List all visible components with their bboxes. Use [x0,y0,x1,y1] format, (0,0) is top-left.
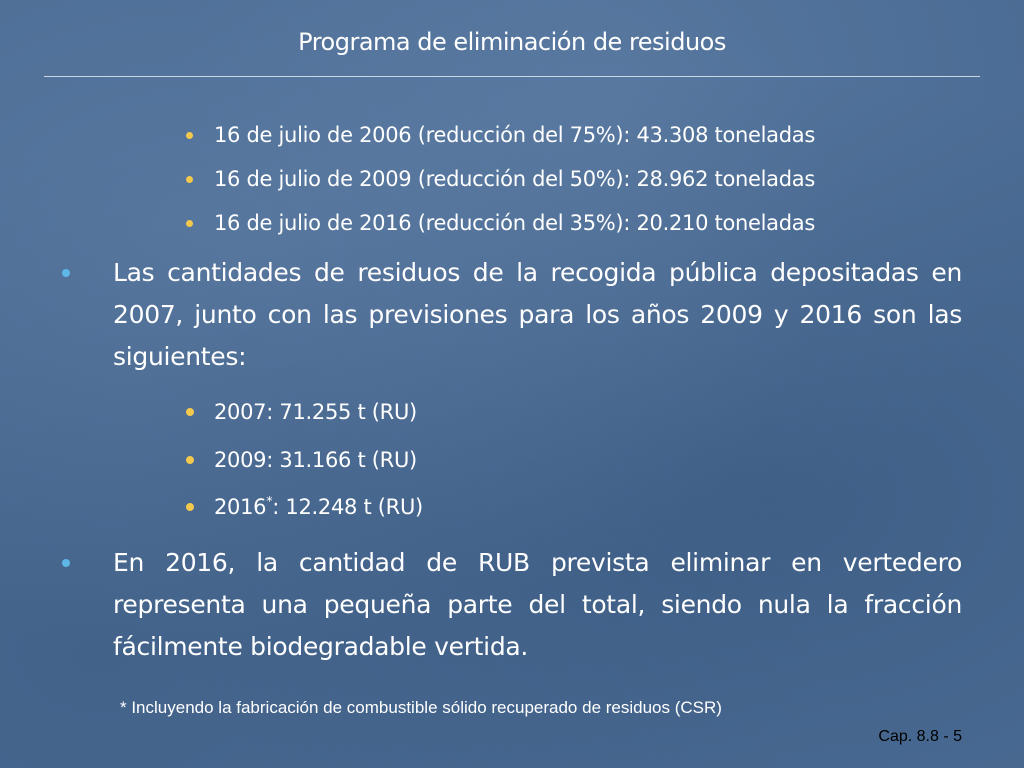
sub-bullet-text: 2009: 31.166 t (RU) [214,448,417,472]
slide-title: Programa de eliminación de residuos [298,28,726,56]
sub-bullet-2009 [186,167,815,191]
paragraph-text: Las cantidades de residuos de la recogida pública depositadas en 2007, junto con las previsiones para los años 2009 y 2016 son las siguientes: [113,258,962,371]
sub-bullet-text: 16 de julio de 2009 (reducción del 50%): 28.962 toneladas [214,167,815,191]
bullet-dot-icon [186,176,193,183]
sub-bullet-2009-amount [186,448,417,472]
title-divider [44,76,980,77]
bullet-dot-icon [186,456,194,464]
bullet-dot-icon [186,503,194,511]
sub-bullet-2007-amount [186,400,417,424]
paragraph-text: En 2016, la cantidad de RUB prevista eliminar en vertedero representa una pequeña parte del total, siendo nula la fracción fácilmente biodegradable vertida. [113,548,962,661]
year-text: 2016 [214,495,267,519]
footnote: * Incluyendo la fabricación de combustible sólido recuperado de residuos (CSR) [120,698,722,717]
sub-bullet-2016-amount [186,495,423,519]
page-number: Cap. 8.8 - 5 [878,728,962,745]
bullet-dot-icon [186,220,193,227]
bullet-dot-icon [62,269,70,277]
main-bullet-rub [62,542,962,668]
sub-bullet-2006 [186,123,815,147]
sub-bullet-text [214,495,423,519]
sub-bullet-text: 16 de julio de 2016 (reducción del 35%): 20.210 toneladas [214,211,815,235]
bullet-dot-icon [186,132,193,139]
bullet-dot-icon [62,559,70,567]
footnote-marker: * [266,493,273,508]
bullet-dot-icon [186,408,194,416]
sub-bullet-2016 [186,211,815,235]
amount-text: : 12.248 t (RU) [272,495,423,519]
sub-bullet-text: 16 de julio de 2006 (reducción del 75%): 43.308 toneladas [214,123,815,147]
sub-bullet-text: 2007: 71.255 t (RU) [214,400,417,424]
main-bullet-quantities [62,252,962,378]
